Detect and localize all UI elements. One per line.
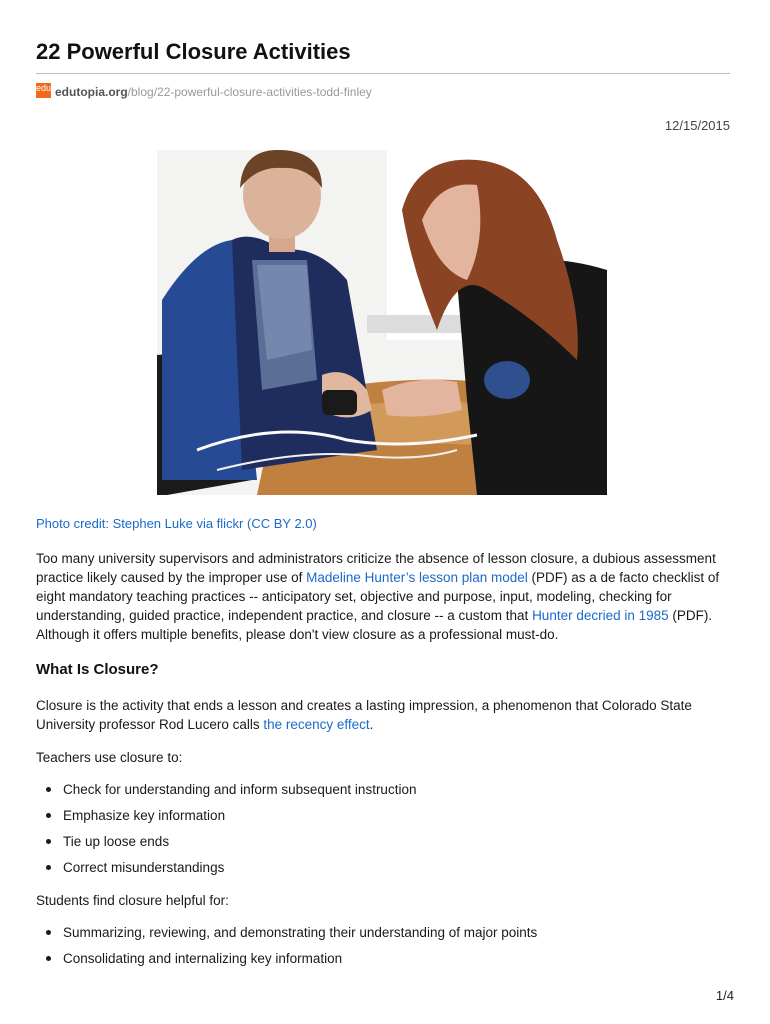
recency-effect-link[interactable]: the recency effect xyxy=(263,717,370,732)
list-item: Summarizing, reviewing, and demonstrating their understanding of major points xyxy=(36,923,537,949)
source-domain[interactable]: edutopia.org xyxy=(55,85,128,99)
page-number: 1/4 xyxy=(715,988,734,1003)
publish-date: 12/15/2015 xyxy=(664,118,730,133)
section-heading: What Is Closure? xyxy=(36,661,159,678)
edutopia-logo-icon: edu xyxy=(36,83,51,98)
definition-text-1: Closure is the activity that ends a lesson and creates a lasting impression, a phenomenon that Colorado State University professor Rod Lucero calls xyxy=(36,698,692,732)
page-title: 22 Powerful Closure Activities xyxy=(36,39,351,64)
list-item: Consolidating and internalizing key information xyxy=(36,949,537,975)
photo-credit-link[interactable]: Photo credit: Stephen Luke via flickr (CC BY 2.0) xyxy=(36,516,317,531)
source-path[interactable]: /blog/22-powerful-closure-activities-todd-finley xyxy=(127,85,372,99)
list-item: Correct misunderstandings xyxy=(36,858,416,884)
teachers-list xyxy=(36,780,416,884)
list-item: Emphasize key information xyxy=(36,806,416,832)
hunter-lesson-plan-link[interactable]: Madeline Hunter’s lesson plan model xyxy=(306,570,528,585)
hunter-decried-link[interactable]: Hunter decried in 1985 xyxy=(532,608,669,623)
closure-definition-paragraph xyxy=(36,696,730,734)
intro-text-2: (PDF) as a de facto checklist of eight mandatory teaching practices -- anticipatory set, objective and purpose, input, modeling, checking for understanding, guided practice, independent practice, and closure -- a custom that xyxy=(36,570,720,623)
students-intro: Students find closure helpful for: xyxy=(36,893,229,908)
intro-text-1: Too many university supervisors and administrators criticize the absence of lesson closure, a dubious assessment practice likely caused by the improper use of xyxy=(36,551,716,585)
definition-text-2: . xyxy=(369,717,374,732)
students-list xyxy=(36,923,537,975)
intro-text-3: (PDF). Although it offers multiple benefits, please don't view closure as a professional must-do. xyxy=(36,608,713,642)
source-line xyxy=(36,82,372,102)
article-photo xyxy=(157,150,607,495)
intro-paragraph xyxy=(36,549,730,644)
list-item: Check for understanding and inform subsequent instruction xyxy=(36,780,416,806)
title-divider xyxy=(36,73,730,74)
teachers-intro: Teachers use closure to: xyxy=(36,750,183,765)
list-item: Tie up loose ends xyxy=(36,832,416,858)
